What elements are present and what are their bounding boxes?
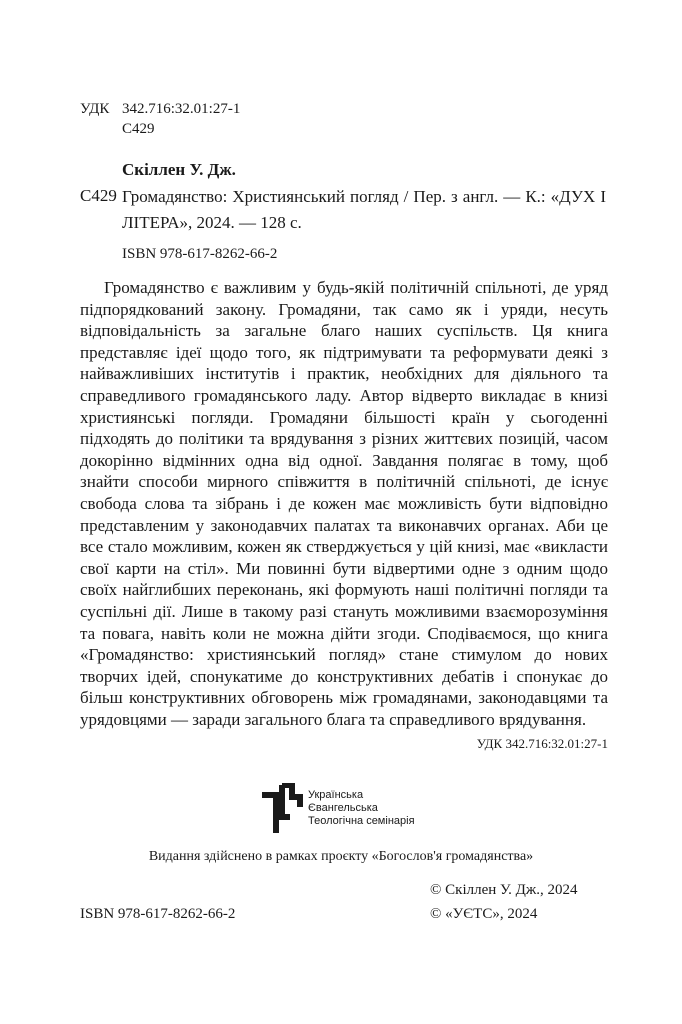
bibliographic-entry: Громадянство: Християнський погляд / Пер. з англ. — К.: «ДУХ І ЛІТЕРА», 2024. — 128 с. — [122, 187, 606, 232]
udk-label: УДК — [80, 101, 110, 117]
author-name: Скіллен У. Дж. — [122, 160, 236, 179]
author-mark-code: С429 — [122, 121, 155, 137]
publisher-line-1: Українська — [308, 789, 364, 801]
author-mark-side: С429 — [80, 186, 117, 205]
project-note: Видання здійснено в рамках проєкту «Богослов'я громадянства» — [148, 849, 534, 864]
publisher-line-2: Євангельська — [308, 802, 378, 814]
copyright-author: © Скіллен У. Дж., 2024 — [430, 882, 578, 898]
publisher-line-3: Теологічна семінарія — [308, 815, 415, 827]
udk-code: 342.716:32.01:27-1 — [122, 101, 241, 117]
cross-logo-icon — [260, 783, 304, 833]
copyright-publisher: © «УЄТС», 2024 — [430, 906, 538, 922]
abstract-text: Громадянство є важливим у будь-якій політичній спільноті, де уряд підпорядкований закону. Громадяни, так само як і уряди, несуть відповідальність за загальне благо наших суспільств. Ця книга представляє ідеї щодо того, як підтримувати та реформувати деякі з найважливіших інститутів і практик, необхідних для діяльного та справедливого громадянського ладу. Автор відверто викладає в книзі християнські погляди. Громадяни більшості країн у сьогоденні підходять до політики та врядування з різних життєвих позицій, часом докорінно відмінних одна від одної. Завдання полягає в тому, щоб знайти способи мирного співжиття в політичній спільноті, де існує свобода слова та зібрань і де кожен має можливість бути відповідно представленим у законодавчих палатах та виконавчих органах. Аби це все стало можливим, кожен як стверджується у цій книзі, має «викласти свої карти на стіл». Ми повинні бути відвертими одне з одним щодо своїх найглибших переконань, які формують наші політичні погляди та суспільні дії. Лише в такому разі стануть можливими взаєморозуміння та повага, навіть коли не можна дійти згоди. Сподіваємося, що книга «Громадянство: християнський погляд» стане стимулом до нових творчих ідей, спонукатиме до конструктивних дебатів і спонукає до більш конструктивних обговорень між громадянами, законодавцями та урядовцями — заради загального блага та справедливого врядування. — [80, 278, 608, 729]
publisher-logo-text — [308, 789, 415, 828]
isbn-bottom: ISBN 978-617-8262-66-2 — [80, 906, 236, 922]
abstract-udk: УДК 342.716:32.01:27-1 — [476, 736, 608, 751]
isbn-top: ISBN 978-617-8262-66-2 — [122, 246, 278, 262]
